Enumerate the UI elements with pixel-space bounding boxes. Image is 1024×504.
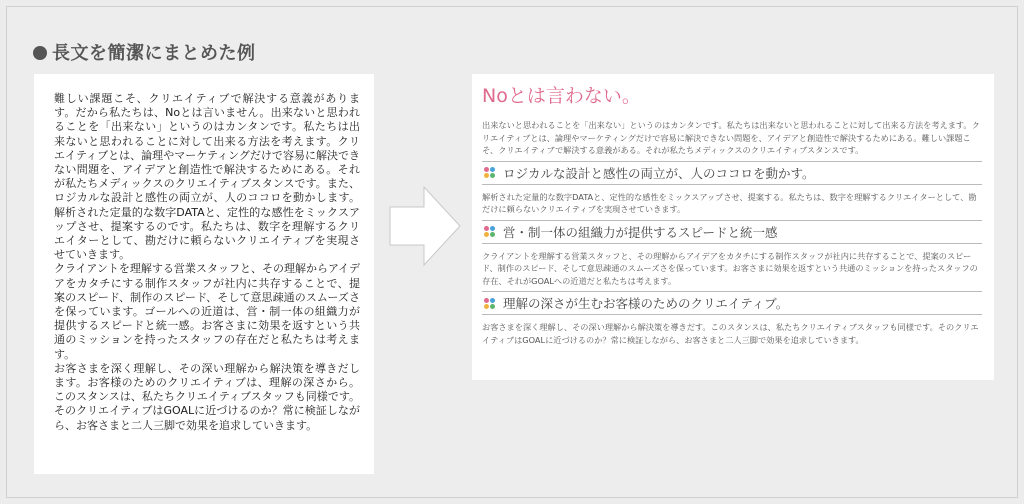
section-title-3: 理解の深さが生むお客様のためのクリエイティブ。 — [503, 296, 789, 311]
original-paragraph-3: お客さまを深く理解し、その深い理解から解決策を導きだします。お客様のためのクリエイティブは、理解の深さから。このスタンスは、私たちクリエイティブスタッフも同様です。そのクリエイティブはGOALに近づけるのか？常に検証しながら、お客さまと二人三脚で効果を追求していきます。 — [54, 361, 360, 432]
original-text-card — [34, 74, 374, 474]
section-heading-3 — [482, 291, 982, 315]
section-text-1: 解析された定量的な数字DATAと、定性的な感性をミックスアップさせ、提案する。私たちは、数字を理解するクリエイターとして、勘だけに頼らないクリエイティブを実現させていきます。 — [482, 191, 977, 214]
bullet-icon — [33, 46, 47, 60]
section-heading-2 — [482, 220, 982, 244]
slide-heading — [33, 39, 256, 65]
section-text-2: クライアントを理解する営業スタッフと、その理解からアイデアをカタチにする制作スタッフが社内に共存することで、提案のスピード、制作のスピード、そして意思疎通のスムーズさを保っています。お客さまに効果を返すという共通のミッションを持ったスタッフの存在、それがGOALへの近道だと私たちは考えます。 — [482, 250, 978, 286]
arrow-right-icon — [388, 185, 462, 267]
section-heading-1 — [482, 161, 982, 185]
slide-heading-text: 長文を簡潔にまとめた例 — [52, 43, 256, 64]
summary-intro: 出来ないと思われることを「出来ない」というのはカンタンです。私たちは出来ないと思われることに対して出来る方法を考えます。クリエイティブとは、論理やマーケティングだけで容易に解決できない問題を、アイデアと創造性で解決するためにある。難しい課題こそ、クリエイティブで解決する意義がある。それが私たちメディックスのクリエイティブスタンスです。 — [482, 120, 980, 155]
original-paragraph-1: 難しい課題こそ、クリエイティブで解決する意義があります。だから私たちは、Noとは言いません。出来ないと思われることを「出来ない」というのはカンタンです。私たちは出来ないと思われることに対して出来る方法を考えます。クリエイティブとは、論理やマーケティングだけで容易に解決できない問題を、アイデアと創造性で解決するためにある。それが私たちメディックスのクリエイティブスタンスです。また、ロジカルな設計と感性の両立が、人のココロを動かします。解析された定量的な数字DATAと、定性的な感性をミックスアップさせ、提案するのです。私たちは、数字を理解するクリエイターとして、勘だけに頼らないクリエイティブを実現させていきます。 — [54, 92, 360, 262]
section-title-1: ロジカルな設計と感性の両立が、人のココロを動かす。 — [503, 165, 815, 181]
summary-title: Noとは言わない。 — [482, 85, 641, 107]
color-dots-icon — [484, 167, 495, 178]
summary-card — [472, 74, 994, 380]
section-title-2: 営・制一体の組織力が提供するスピードと統一感 — [503, 224, 778, 240]
color-dots-icon — [484, 298, 495, 309]
original-paragraph-2: クライアントを理解する営業スタッフと、その理解からアイデアをカタチにする制作スタッフが社内に共存することで、提案のスピード、制作のスピード、そして意思疎通のスムーズさを保っています。ゴールへの近道は、営・制一体の組織力が提供するスピードと統一感。お客さまに効果を返すという共通のミッションを持ったスタッフの存在だと私たちは考えます。 — [54, 262, 360, 361]
section-text-3: お客さまを深く理解し、その深い理解から解決策を導きだす。このスタンスは、私たちクリエイティブスタッフも同様です。そのクリエイティブはGOALに近づけるのか？常に検証しながら、お客さまと二人三脚で効果を追求していきます。 — [482, 322, 979, 345]
color-dots-icon — [484, 226, 495, 237]
